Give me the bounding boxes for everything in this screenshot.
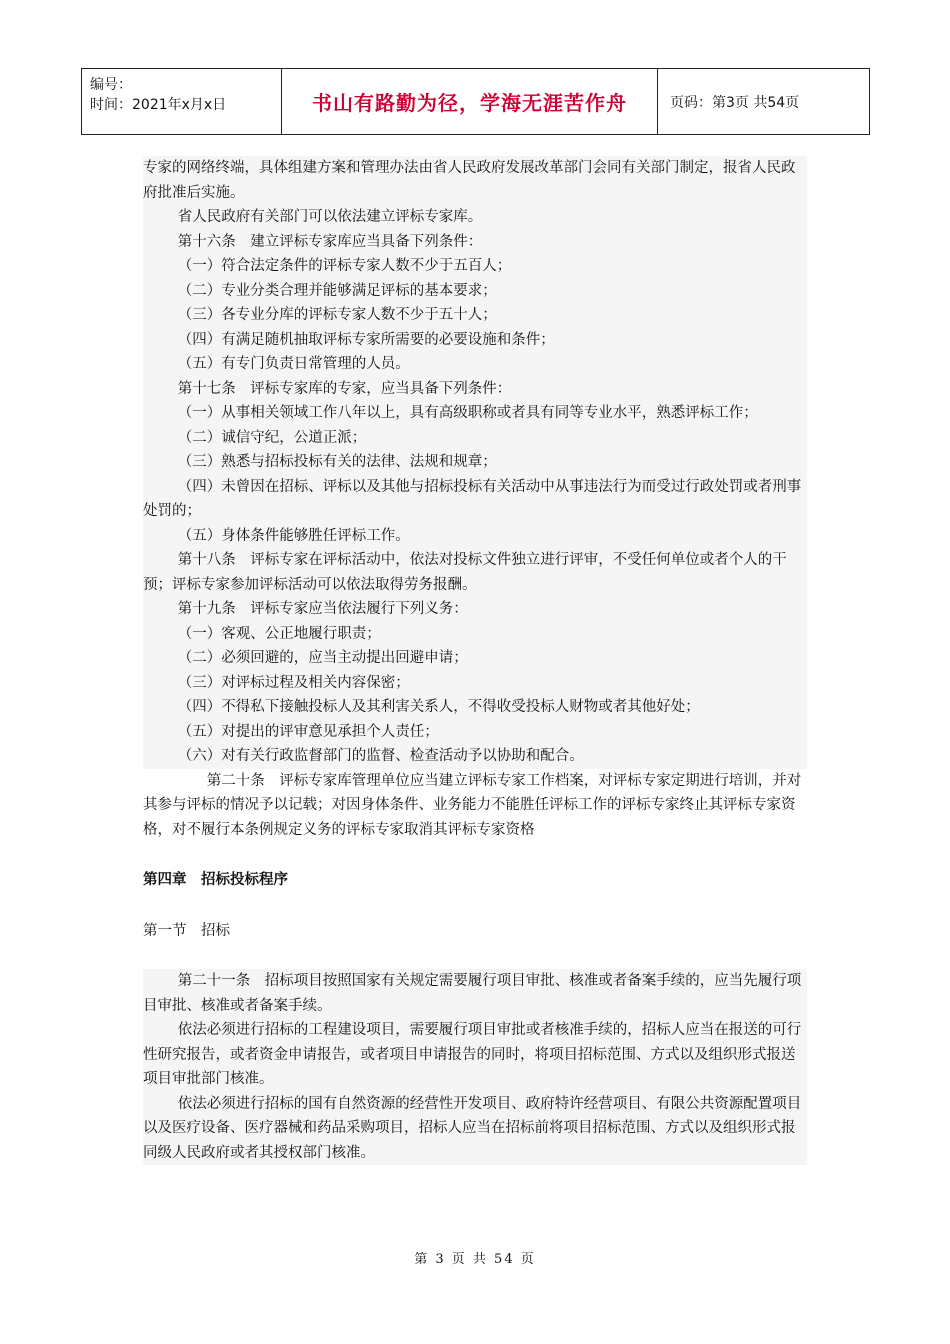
list-item: （五）有专门负责日常管理的人员。 <box>177 356 410 372</box>
list-item: （二）必须回避的，应当主动提出回避申请； <box>177 650 468 666</box>
spacer <box>143 893 807 919</box>
shaded-block <box>143 156 807 769</box>
list-item: （四）有满足随机抽取评标专家所需要的必要设施和条件； <box>177 331 555 348</box>
spacer <box>143 943 807 969</box>
article-21: 第二十一条 招标项目按照国家有关规定需要履行项目审批、核准或者备案手续的，应当先履行项目审批、核准或者备案手续。 <box>143 973 802 1014</box>
page-footer: 第 3 页 共 54 页 <box>414 1252 536 1267</box>
article-19: 第十九条 评标专家应当依法履行下列义务： <box>177 601 468 617</box>
article-16: 第十六条 建立评标专家库应当具备下列条件： <box>177 233 483 250</box>
list-item: （三）各专业分库的评标专家人数不少于五十人； <box>177 307 497 323</box>
header-motto-cell <box>282 69 658 134</box>
list-item: （三）对评标过程及相关内容保密； <box>177 674 410 691</box>
list-item: （三）熟悉与招标投标有关的法律、法规和规章； <box>177 454 497 470</box>
list-item: （一）从事相关领域工作八年以上，具有高级职称或者具有同等专业水平，熟悉评标工作； <box>177 405 758 421</box>
spacer <box>143 842 807 868</box>
paragraph: 专家的网络终端，具体组建方案和管理办法由省人民政府发展改革部门会同有关部门制定，报省人民政府批准后实施。 <box>143 160 796 201</box>
article-17: 第十七条 评标专家库的专家，应当具备下列条件： <box>177 380 512 397</box>
article-20: 第二十条 评标专家库管理单位应当建立评标专家工作档案，对评标专家定期进行培训，并对其参与评标的情况予以记载；对因身体条件、业务能力不能胜任评标工作的评标专家终止其评标专家资格，对不履行本条例规定义务的评标专家取消其评标专家资格 <box>143 772 802 838</box>
header-meta <box>82 69 282 134</box>
date-label: 时间：2021年x月x日 <box>90 97 227 113</box>
list-item: （二）专业分类合理并能够满足评标的基本要求； <box>177 282 497 299</box>
page-label: 页码：第3页 共54页 <box>670 94 800 111</box>
document-body <box>143 156 807 1165</box>
number-label: 编号： <box>90 77 132 93</box>
paragraph: 依法必须进行招标的国有自然资源的经营性开发项目、政府特许经营项目、有限公共资源配置项目以及医疗设备、医疗器械和药品采购项目，招标人应当在招标前将项目招标范围、方式以及组织形式报同级人民政府或者其授权部门核准。 <box>143 1095 802 1161</box>
list-item: （五）对提出的评审意见承担个人责任； <box>177 723 439 740</box>
article-18: 第十八条 评标专家在评标活动中，依法对投标文件独立进行评审，不受任何单位或者个人的干预；评标专家参加评标活动可以依法取得劳务报酬。 <box>143 552 787 593</box>
page-header <box>81 68 870 135</box>
header-page-cell <box>658 69 869 134</box>
list-item: （六）对有关行政监督部门的监督、检查活动予以协助和配合。 <box>177 748 584 764</box>
motto: 书山有路勤为径，学海无涯苦作舟 <box>312 91 627 115</box>
list-item: （一）符合法定条件的评标专家人数不少于五百人； <box>177 258 512 274</box>
list-item: （二）诚信守纪，公道正派； <box>177 429 367 446</box>
list-item: （四）未曾因在招标、评标以及其他与招标投标有关活动中从事违法行为而受过行政处罚或者刑事处罚的； <box>143 478 802 519</box>
list-item: （四）不得私下接触投标人及其利害关系人，不得收受投标人财物或者其他好处； <box>177 699 700 715</box>
shaded-block <box>143 969 807 1165</box>
list-item: （五）身体条件能够胜任评标工作。 <box>177 527 410 544</box>
chapter-title: 第四章 招标投标程序 <box>143 872 288 888</box>
paragraph: 依法必须进行招标的工程建设项目，需要履行项目审批或者核准手续的，招标人应当在报送的可行性研究报告，或者资金申请报告，或者项目申请报告的同时，将项目招标范围、方式以及组织形式报送项目审批部门核准。 <box>143 1022 802 1087</box>
section-title: 第一节 招标 <box>143 922 230 939</box>
paragraph: 省人民政府有关部门可以依法建立评标专家库。 <box>177 209 483 225</box>
list-item: （一）客观、公正地履行职责； <box>177 625 381 642</box>
